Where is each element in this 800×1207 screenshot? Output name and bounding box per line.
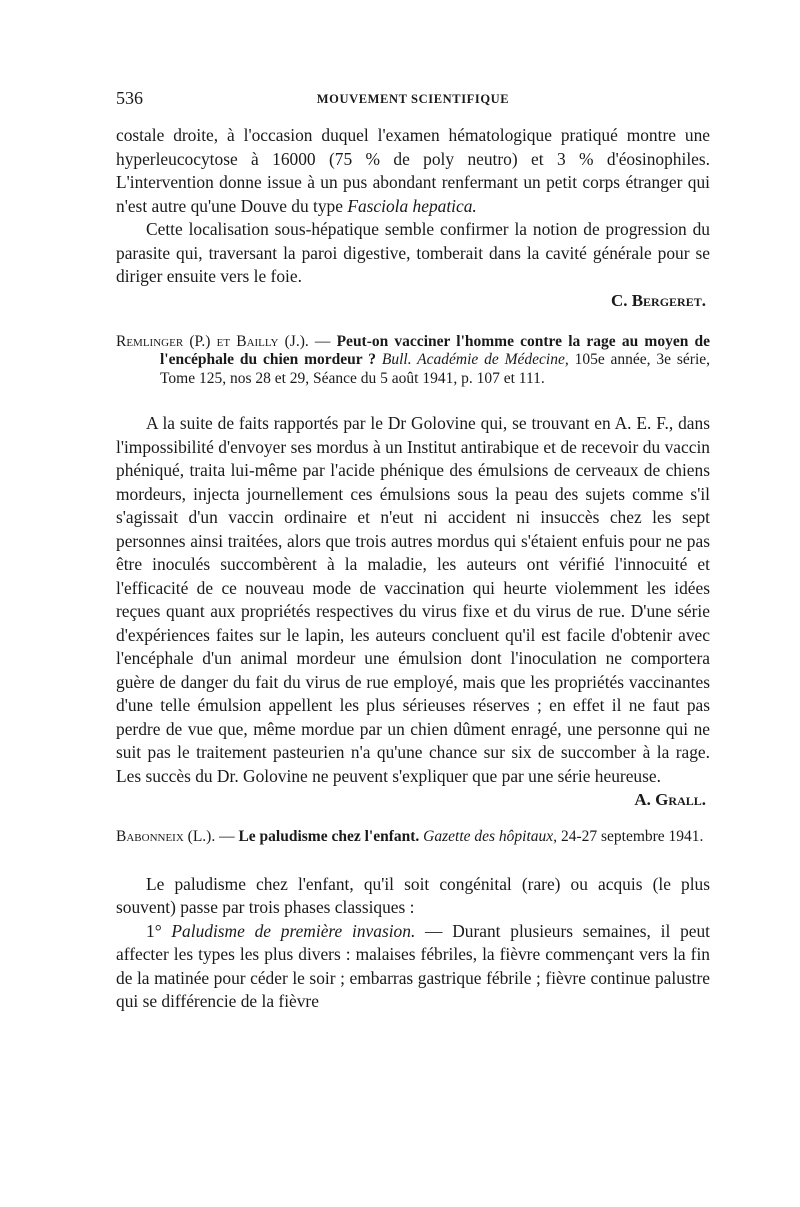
body-paragraph [116,920,710,1014]
section-grall [116,412,710,810]
body-paragraph: Le paludisme chez l'enfant, qu'il soit congénital (rare) ou acquis (le plus souvent) passe par trois phases classiques : [116,873,710,917]
page-number: 536 [116,88,143,108]
reference-journal: Gazette des hôpitaux, [423,828,558,845]
signature-text: C. Bergeret. [610,290,706,310]
running-title: MOUVEMENT SCIENTIFIQUE [316,92,510,106]
species-name: Fasciola hepatica. [347,195,477,216]
reference-details: 105e année, 3e série, Tome 125, nos 28 et 29, Séance du 5 août 1941, p. 107 et 111. [160,351,711,387]
page [116,82,710,1014]
signature-text: A. Grall. [634,790,706,809]
body-paragraph: A la suite de faits rapportés par le Dr Golovine qui, se trouvant en A. E. F., dans l'impossibilité d'envoyer ses mordus à un Institut antirabique et de recevoir du vaccin phéniqué, traita lui-même par l'acide phénique des émulsions de cerveaux de chiens mordeurs, injecta journellement ces émulsions sous la peau des sujets comme s'il s'agissait d'un vaccin ordinaire et n'eut ni accident ni insuccès chez les sept personnes ainsi traitées, alors que trois autres mordus qui s'étaient enfuis pour ne pas être inoculés succombèrent à la maladie, les auteurs ont vérifié l'innocuité et l'efficacité de ce nouveau mode de vaccination qui heurte violemment les idées reçues quant aux propriétés respectives du virus fixe et du virus de rue. D'une série d'expériences faites sur le lapin, les auteurs concluent qu'il est facile d'obtenir avec l'encéphale d'un animal mordeur une émulsion dont l'inoculation ne comportera guère de danger du fait du virus de rue employé, mais que les propriétés vaccinantes d'une telle émulsion appellent les plus sérieuses réserves ; en effet il ne faut pas perdre de vue que, même mordue par un chien dûment enragé, une personne qui ne suit pas le traitement pasteurien n'a qu'une chance sur six de succomber à la rage. Les succès du Dr. Golovine ne peuvent s'expliquer que par une série heureuse. [116,413,710,786]
body-paragraph: Cette localisation sous-hépatique semble confirmer la notion de progression du parasite qui, traversant la paroi digestive, tomberait dans la cavité générale pour se diriger ensuite vers le foie. [116,219,710,286]
reference-authors: Babonneix (L.). [116,828,216,845]
paragraph-text: costale droite, à l'occasion duquel l'examen hématologique pratiqué montre une hyperleucocytose à 16000 (75 % de poly neutro) et 3 % d'éosinophiles. L'intervention donne issue à un pus abondant renfermant un petit corps étranger qui n'est autre qu'une Douve du type [116,125,710,216]
subsection-heading: Paludisme de première invasion. [171,920,416,941]
reference-dash: — [308,332,337,350]
section-paludisme [116,873,710,1014]
reference-details: 24-27 septembre 1941. [560,828,704,845]
reference-authors: Remlinger (P.) et Bailly (J.). [116,332,309,350]
list-number: 1° [146,920,172,941]
author-signature [116,790,710,810]
reference-title: Le paludisme chez l'enfant. [238,828,420,845]
body-paragraph [116,124,710,218]
reference-entry [116,828,710,847]
reference-journal: Bull. Académie de Médecine, [381,351,569,368]
reference-entry [116,333,710,389]
reference-title: Peut-on vacciner l'homme contre la rage au moyen de l'encéphale du chien mordeur ? [160,332,710,368]
author-signature [116,291,710,311]
paragraph-text: — Durant plusieurs semaines, il peut affecter les types les plus divers : malaises fébriles, la fièvre commençant vers la fin de la matinée pour céder le soir ; embarras gastrique fébrile ; fièvre continue palustre qui se différencie de la fièvre [116,920,711,1011]
running-head [116,82,710,116]
reference-dash: — [215,828,239,845]
section-bergeret [116,124,710,311]
